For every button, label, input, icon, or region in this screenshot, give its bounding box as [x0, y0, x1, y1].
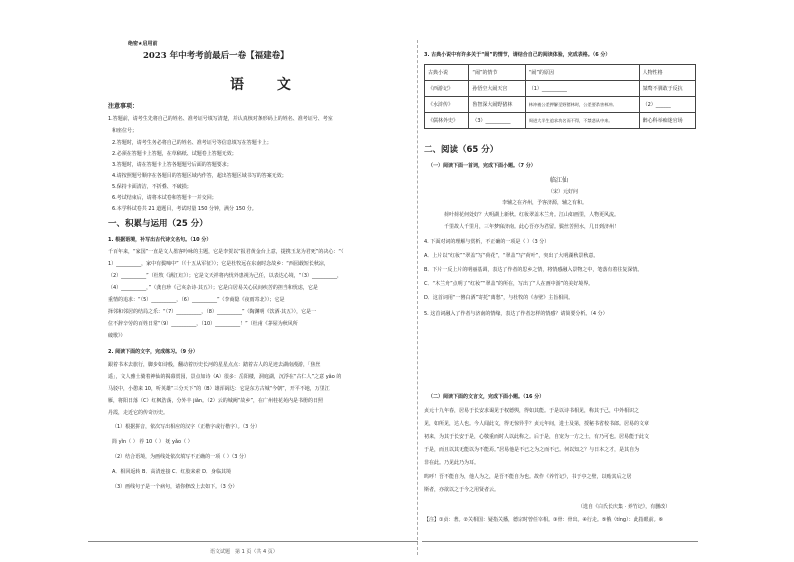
table-header-row: [425, 65, 696, 81]
classical-line: 初来，为其于长安于是，心敬重而时人以此称之。后于是，自宠为一方之士，有乃可也。居易能于此文: [424, 434, 650, 440]
table-cell: 周进大半生追求功名而不得，不禁悲从中来。: [525, 113, 639, 129]
classical-line: 呜呼！吾不能自为，他人为之，是吾不能自为也。故作《养竹记》，书于亭之壁，以贻其后之居: [424, 474, 632, 480]
poem-author: （宋）元好问: [548, 189, 579, 195]
notice-heading: 注意事项：: [108, 103, 139, 110]
q2-sub2: （2）结合语境，为画线处依次填写不正确的一项（ ）（3 分）: [112, 454, 250, 460]
q1-line: 重情的追求：“（5）__________，（6）__________”（李商隐《夜雨寄北》）；它是: [108, 297, 285, 303]
q4-option: C．“木兰舟”点明了“红妆”“翠盖”的所在，写出了“人在画中游”的美好境界。: [424, 281, 594, 287]
q4-option: A．上片以“红妆”“翠盖”写“荷花”，“翠盖”写“荷叶”，突出了大明湖秋景秋意。: [424, 253, 599, 259]
exam-title: 2023 年中考考前最后一卷【福建卷】: [143, 51, 289, 61]
q4-option: D．这首词用“一簪白酒”寄托“离愁”，与杜牧的《赤壁》主旨相同。: [424, 295, 574, 301]
notice-line: 1.答题前，请考生先将自己的姓名、准考证号填写清楚，并认真核对条形码上的姓名、准考证号、考室: [108, 116, 333, 122]
footer-rule: [88, 541, 418, 542]
q5-title: 5. 这首词融入了作者与济南的情缘，表达了作者怎样的情感？请简要分析。（4 分）: [424, 311, 608, 317]
table-row: [425, 81, 696, 97]
q4-option: B．下片一反上片的明丽基调，表达了作者的思乡之情，将情感融入景物之中，笔落有着往复深情。: [424, 267, 643, 273]
q2-options: A．相回返转 B．高清连接 C．红胶来索 D．身临其境: [112, 469, 231, 475]
table-cell: 桀骜不驯敢于反抗: [639, 81, 695, 97]
q2-line: 丹霞，走近它的传奇历史。: [108, 410, 169, 416]
q4-title: 4. 下面对词的理解与赏析，不正确的一项是（ ）（3 分）: [424, 239, 550, 245]
column-divider: [417, 40, 418, 555]
section-2-title: 二、阅读（65 分）: [424, 145, 499, 155]
page-footer: 语文试题 第 1 页（共 4 页）: [210, 549, 278, 555]
table-row: [425, 97, 696, 113]
notice-line: 2.必须在答题卡上答题，在草稿纸、试题卷上答题无效；: [112, 151, 237, 157]
classical-line: 斯者，亦欲以之于今之用贤者云。: [424, 487, 500, 493]
q2-line: 雁，将阳日落（C）红枫浩荡，分外丰 jiǎn。（2）云的城阙“故乡”，在广州桂花苑内是书册的日照: [108, 398, 323, 404]
q2-line: 遥」，文人雅士骑着神仙的揭幕赏园，景点如诗（A）很多：岳阳楼，洞庭湖，沉浮在“古仁人”之意 yǎo 的: [108, 374, 342, 380]
q2-title: 2. 阅读下面的文字，完成练习。（9 分）: [108, 349, 198, 355]
notice-line: 3.答题时，请在答题卡上答各题题号后面的答题要求；: [112, 162, 232, 168]
part1-title: （一）阅读下面一首词，完成下面小题。（7 分）: [428, 163, 536, 169]
q1-line: 破歌》）: [108, 333, 126, 339]
secret-label: 绝密★启用前: [128, 41, 158, 47]
poem-line: 千里故人千里月，三年梦寐济南。此心吾亦为君留。鬓丝苦照水，几日到济州！: [444, 224, 620, 230]
q2-sub3: （3）画线句子是一个病句，请你修改上去如下。（3 分）: [112, 484, 238, 490]
q1-title: 1. 根据语境，补写出古代诗文名句。（10 分）: [108, 237, 212, 243]
classical-line: 贞元十九年春，居易于长安求谒见于权德舆，得如其能。于是以诗书相见，称其于己，中外相识之: [424, 408, 640, 414]
q1-line: 千百年来，“家国”一直是文人墨客吟咏的主题，它是李贺以“报君黄金台上意，提携玉龙为君死”的决心：“（: [108, 249, 344, 255]
table-cell: 《西游记》: [425, 81, 469, 97]
q1-line: （4）__________，”（龚自珍《己亥杂诗·其五》）；它是白居易关心民间疾苦的担当和忧虑，它是: [108, 285, 318, 291]
table-row: [425, 113, 696, 129]
q1-line: 1）__________，家中有鬓啼中”（《十五从军征》）；它是杜牧远在东南时念故乡：“西园载短长秋凉，: [108, 261, 329, 267]
part2-title: （二）阅读下面的文言文，完成下面小题。（16 分）: [428, 394, 545, 400]
notice-line: 6.本学科试卷共 21 道题目，考试时量 150 分钟，满分 150 分。: [112, 206, 257, 212]
table-cell: 林冲被公差押解至野猪林时，公差要杀害林冲。: [525, 97, 639, 113]
q3-table: [424, 64, 696, 129]
notice-line: 4.请按照题号顺序在各题目的答题区域内作答，超出答题区域书写的答案无效；: [112, 173, 287, 179]
table-cell: 醉心科举痴迷官场: [639, 113, 695, 129]
section-1-title: 一、积累与运用（25 分）: [108, 219, 208, 229]
table-cell: 《水浒传》: [425, 97, 469, 113]
q2-pinyin: 简 yǐn（ ） 荐 10（ ） 妩 yǎo（ ）: [112, 439, 193, 445]
table-cell: 《儒林外史》: [425, 113, 469, 129]
q2-sub1: （1）根据拼音，依次写出相应的汉字（正楷字或行楷字）。（3 分）: [112, 424, 260, 430]
notice-line: 5.保持卡面清洁，不折叠、不破损；: [112, 184, 192, 190]
poem-line: 荷叶荷花何处好？大明湖上新秋。红妆翠盖木兰舟。江山如画里，人物更风流。: [444, 212, 620, 218]
table-header-cell: “闹”的情节: [469, 65, 525, 81]
table-cell[interactable]: （1）__________: [525, 81, 639, 97]
q1-line: （2）__________”（杜牧《满江红》）；它是文天祥将内忧外患视为己任，以表达心境，“（3）__________，: [108, 273, 343, 279]
notice-line: 6.考试结束后，请将本试卷和答题卡一并交回；: [112, 195, 217, 201]
table-header-cell: 古典小说: [425, 65, 469, 81]
table-cell: 孙悟空大闹天宫: [469, 81, 525, 97]
q2-line: 跟着书本去旅行，脚步如诗般，翻动着历史长河的星星点点：踏着古人的足迹去湖南漫游，「焦丝: [108, 362, 321, 368]
source-note: （选自《白氏长庆集 · 养竹记》，有删改）: [578, 504, 671, 510]
q1-line: 择邻和邻居的结局之乐：“（7）__________，（8）__________”（陶渊明《饮酒·其五》），它是一: [108, 309, 317, 315]
annotation-note: 【注】①贞：著。②关相国：疑指关播，德宗时曾任宰相。③骨：骨出。④行走。⑤俄（tíng）：此指眼前。⑥: [424, 517, 664, 523]
table-cell[interactable]: （3）__________: [469, 113, 525, 129]
classical-line: 见，如所见，达人也。今人闻此文，得无惊异乎？贞元年间，进士及第，授秘书省校书郎。居易的文章: [424, 421, 650, 427]
table-header-cell: “闹”的原因: [525, 65, 639, 81]
poem-title: 临江仙: [550, 177, 569, 184]
table-header-cell: 人物性格: [639, 65, 695, 81]
q3-title: 3. 古典小说中有许多关于“闹”的情节，请结合自己的阅读体验，完成表格。（6 分）: [424, 52, 611, 58]
q2-line: 马驳中，小憩来 10，听英雄“三分天下”的（B）雄浑阔达：它是东方古城“今朝”，开平不地，万里江: [108, 386, 330, 392]
classical-line: 非在此。乃见此乃为耳。: [424, 460, 480, 466]
poem-line: 李辅之在齐州，予客济源，辅之有和。: [502, 200, 588, 206]
footer-rule: [422, 541, 698, 542]
table-cell: 鲁智深大闹野猪林: [469, 97, 525, 113]
notice-line: 2.答题时，请考生务必将自己的姓名、准考证号等信息填写在答题卡上；: [112, 140, 272, 146]
classical-line: 于是，而且以其无能以为不能焉。”居易他是不已之为之而不已。何以知之？与日本之才，是其自为: [424, 447, 640, 453]
subject-title: 语 文: [230, 77, 305, 93]
q1-line: 位不辞辛劳的百姓日常“（9）__________，（10）__________！”（杜甫《茅屋为秋风所: [108, 321, 298, 327]
notice-line: 和座位号；: [112, 128, 138, 134]
table-cell[interactable]: （2）______: [639, 97, 695, 113]
